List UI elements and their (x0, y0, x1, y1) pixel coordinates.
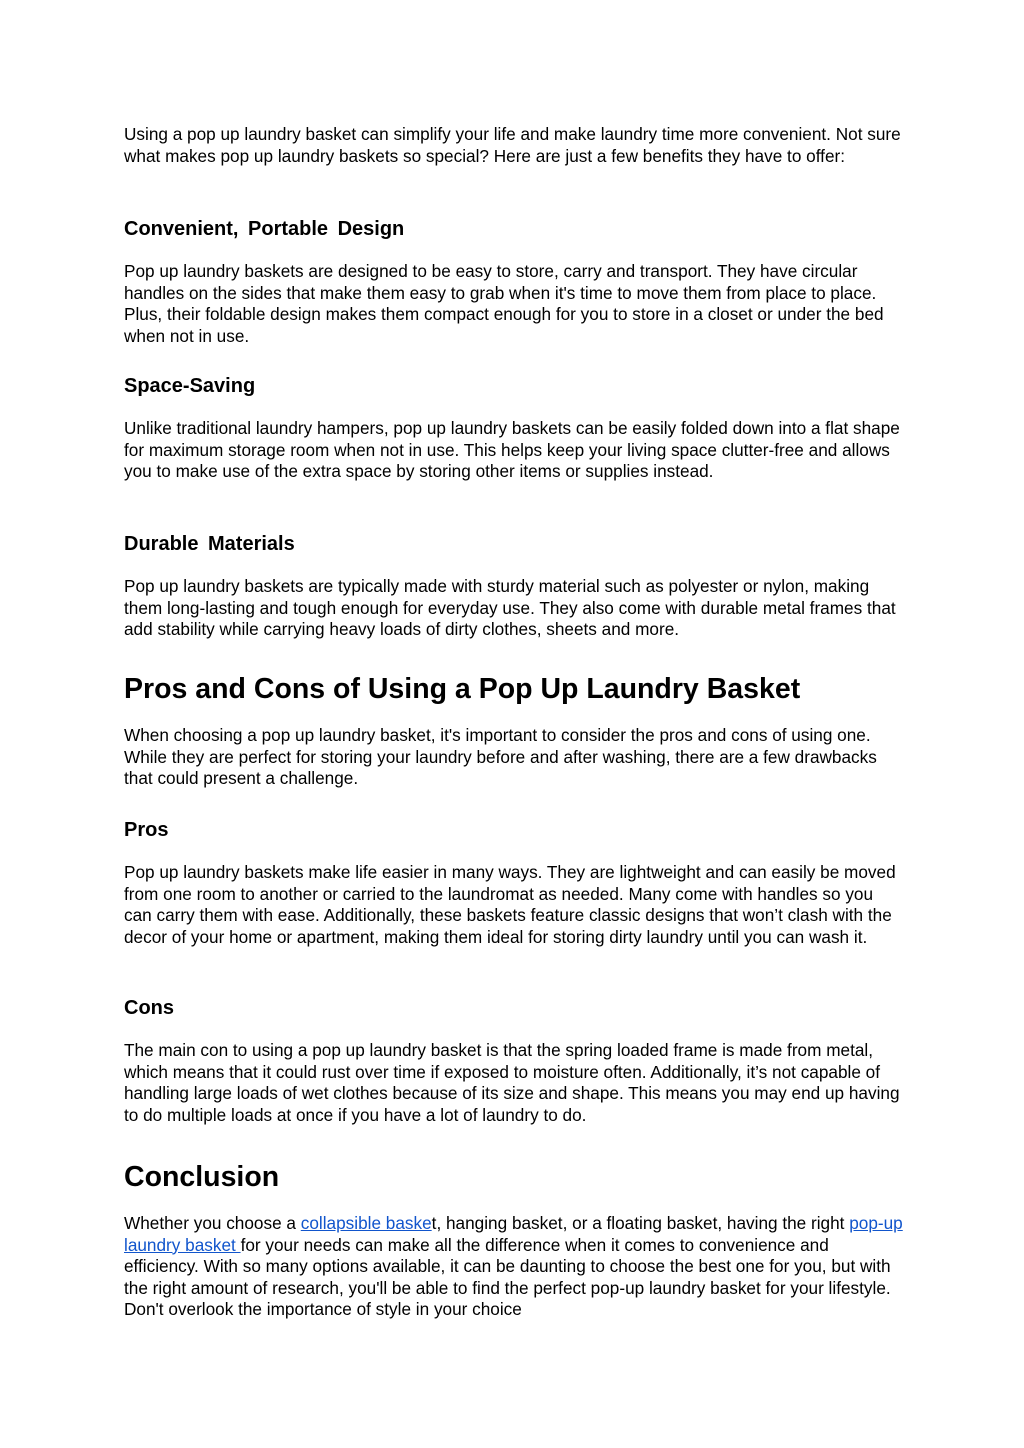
paragraph-conclusion (124, 1213, 904, 1321)
heading-convenient-portable-design: Convenient, Portable Design (124, 218, 405, 240)
heading-cons: Cons (124, 997, 174, 1019)
heading-pros: Pros (124, 819, 169, 841)
paragraph-pros-and-cons-intro: When choosing a pop up laundry basket, it's important to consider the pros and cons of using one. While they are perfect for storing your laundry before and after washing, there are a few drawbacks that could present a challenge. (124, 725, 877, 789)
paragraph-durable-materials: Pop up laundry baskets are typically made with sturdy material such as polyester or nylon, making them long-lasting and tough enough for everyday use. They also come with durable metal frames that add stability while carrying heavy loads of dirty clothes, sheets and more. (124, 576, 896, 640)
paragraph-cons: The main con to using a pop up laundry basket is that the spring loaded frame is made from metal, which means that it could rust over time if exposed to moisture often. Additionally, it’s not capable of handling large loads of wet clothes because of its size and shape. This means you may end up having to do multiple loads at once if you have a lot of laundry to do. (124, 1040, 900, 1125)
intro-paragraph: Using a pop up laundry basket can simplify your life and make laundry time more convenient. Not sure what makes pop up laundry baskets so special? Here are just a few benefits they have to offer: (124, 124, 901, 166)
heading-pros-and-cons: Pros and Cons of Using a Pop Up Laundry Basket (124, 673, 801, 705)
heading-space-saving: Space-Saving (124, 375, 256, 397)
link-pop-up-laundry-basket[interactable]: pop-up laundry basket (124, 1213, 903, 1255)
paragraph-convenient-portable-design: Pop up laundry baskets are designed to be easy to store, carry and transport. They have circular handles on the sides that make them easy to grab when it's time to move them from place to place. Plus, their foldable design makes them compact enough for you to store in a closet or under the bed when not in use. (124, 261, 884, 346)
conclusion-text-2: t, hanging basket, or a floating basket, having the right (431, 1213, 850, 1233)
heading-conclusion: Conclusion (124, 1161, 280, 1193)
conclusion-text-1: Whether you choose a (124, 1213, 301, 1233)
conclusion-text-3: for your needs can make all the difference when it comes to convenience and efficiency. With so many options available, it can be daunting to choose the best one for you, but with the right amount of research, you'll be able to find the perfect pop-up laundry basket for your lifestyle. Don't overlook the importance of style in your choice (124, 1234, 891, 1320)
paragraph-space-saving: Unlike traditional laundry hampers, pop up laundry baskets can be easily folded down into a flat shape for maximum storage room when not in use. This helps keep your living space clutter-free and allows you to make use of the extra space by storing other items or supplies instead. (124, 418, 900, 482)
paragraph-pros: Pop up laundry baskets make life easier in many ways. They are lightweight and can easily be moved from one room to another or carried to the laundromat as needed. Many come with handles so you can carry them with ease. Additionally, these baskets feature classic designs that won’t clash with the decor of your home or apartment, making them ideal for storing dirty laundry until you can wash it. (124, 862, 896, 947)
link-collapsible-basket[interactable]: collapsible baske (300, 1213, 432, 1233)
heading-durable-materials: Durable Materials (124, 533, 295, 555)
